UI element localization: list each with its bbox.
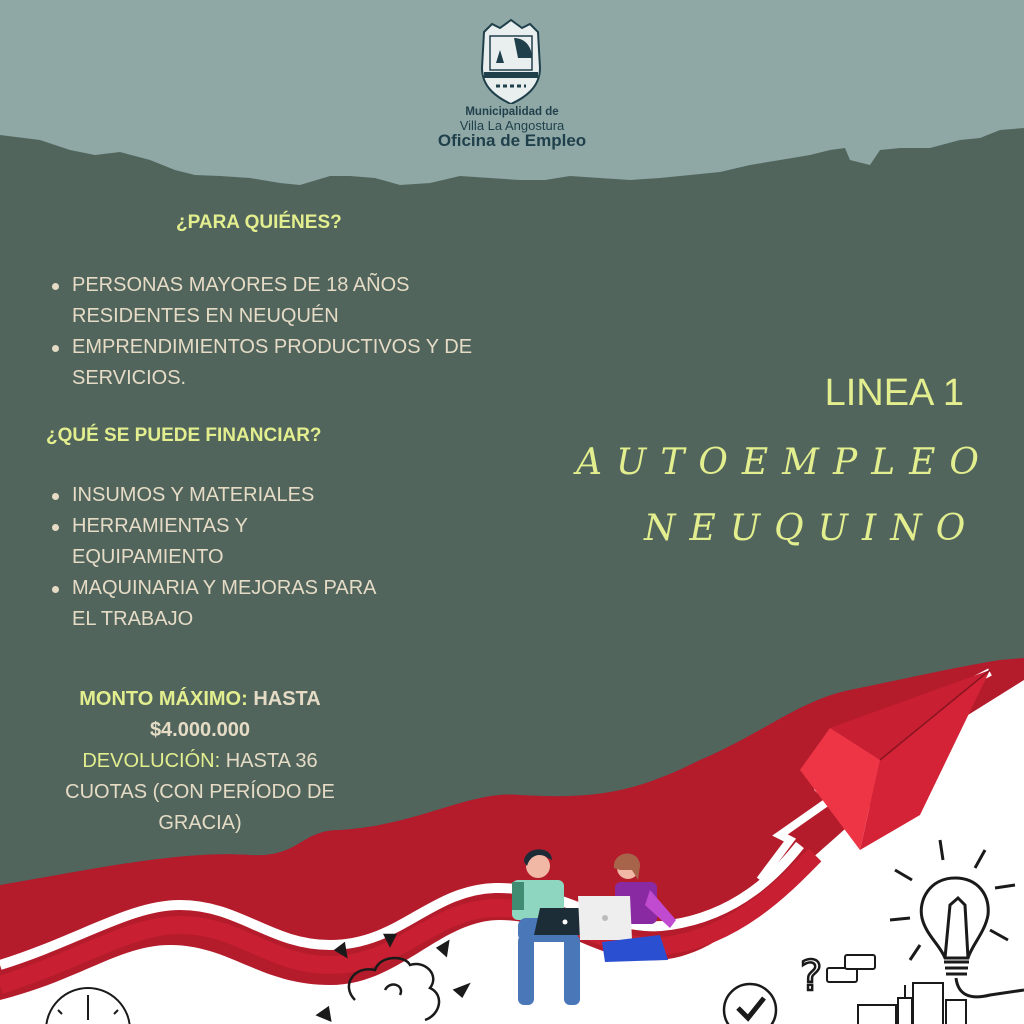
list-item: PERSONAS MAYORES DE 18 AÑOS RESIDENTES EN NEUQUÉN [46, 270, 516, 332]
devolucion-value: HASTA 36 CUOTAS (CON PERÍODO DE GRACIA) [65, 750, 335, 834]
program-line: LINEA 1 [824, 372, 964, 414]
monto-label: MONTO MÁXIMO: [79, 688, 248, 710]
list-item: EMPRENDIMIENTOS PRODUCTIVOS Y DE SERVICIOS. [46, 332, 516, 394]
city-label: Villa La Angostura [459, 118, 565, 133]
list-item: HERRAMIENTAS Y EQUIPAMIENTO [46, 511, 396, 573]
header [0, 0, 1024, 160]
program-name-2: NEUQUINO [644, 508, 980, 549]
que-financiar-heading: ¿QUÉ SE PUEDE FINANCIAR? [46, 425, 322, 446]
list-item: MAQUINARIA Y MEJORAS PARA EL TRABAJO [46, 573, 396, 635]
office-label: Oficina de Empleo [437, 131, 587, 150]
program-name-1: AUTOEMPLEO [576, 442, 993, 483]
devolucion-label: DEVOLUCIÓN: [82, 750, 221, 772]
monto-block [40, 684, 360, 839]
list-item: INSUMOS Y MATERIALES [46, 480, 396, 511]
que-financiar-list [46, 480, 396, 635]
municipal-crest-icon [476, 18, 546, 104]
question-mark-icon: ? [800, 951, 823, 1000]
monto-prefix: HASTA [253, 688, 321, 710]
municipality-label: Municipalidad de [465, 106, 559, 118]
monto-value: $4.000.000 [149, 719, 251, 741]
para-quienes-list [46, 270, 516, 394]
para-quienes-heading: ¿PARA QUIÉNES? [176, 212, 342, 233]
